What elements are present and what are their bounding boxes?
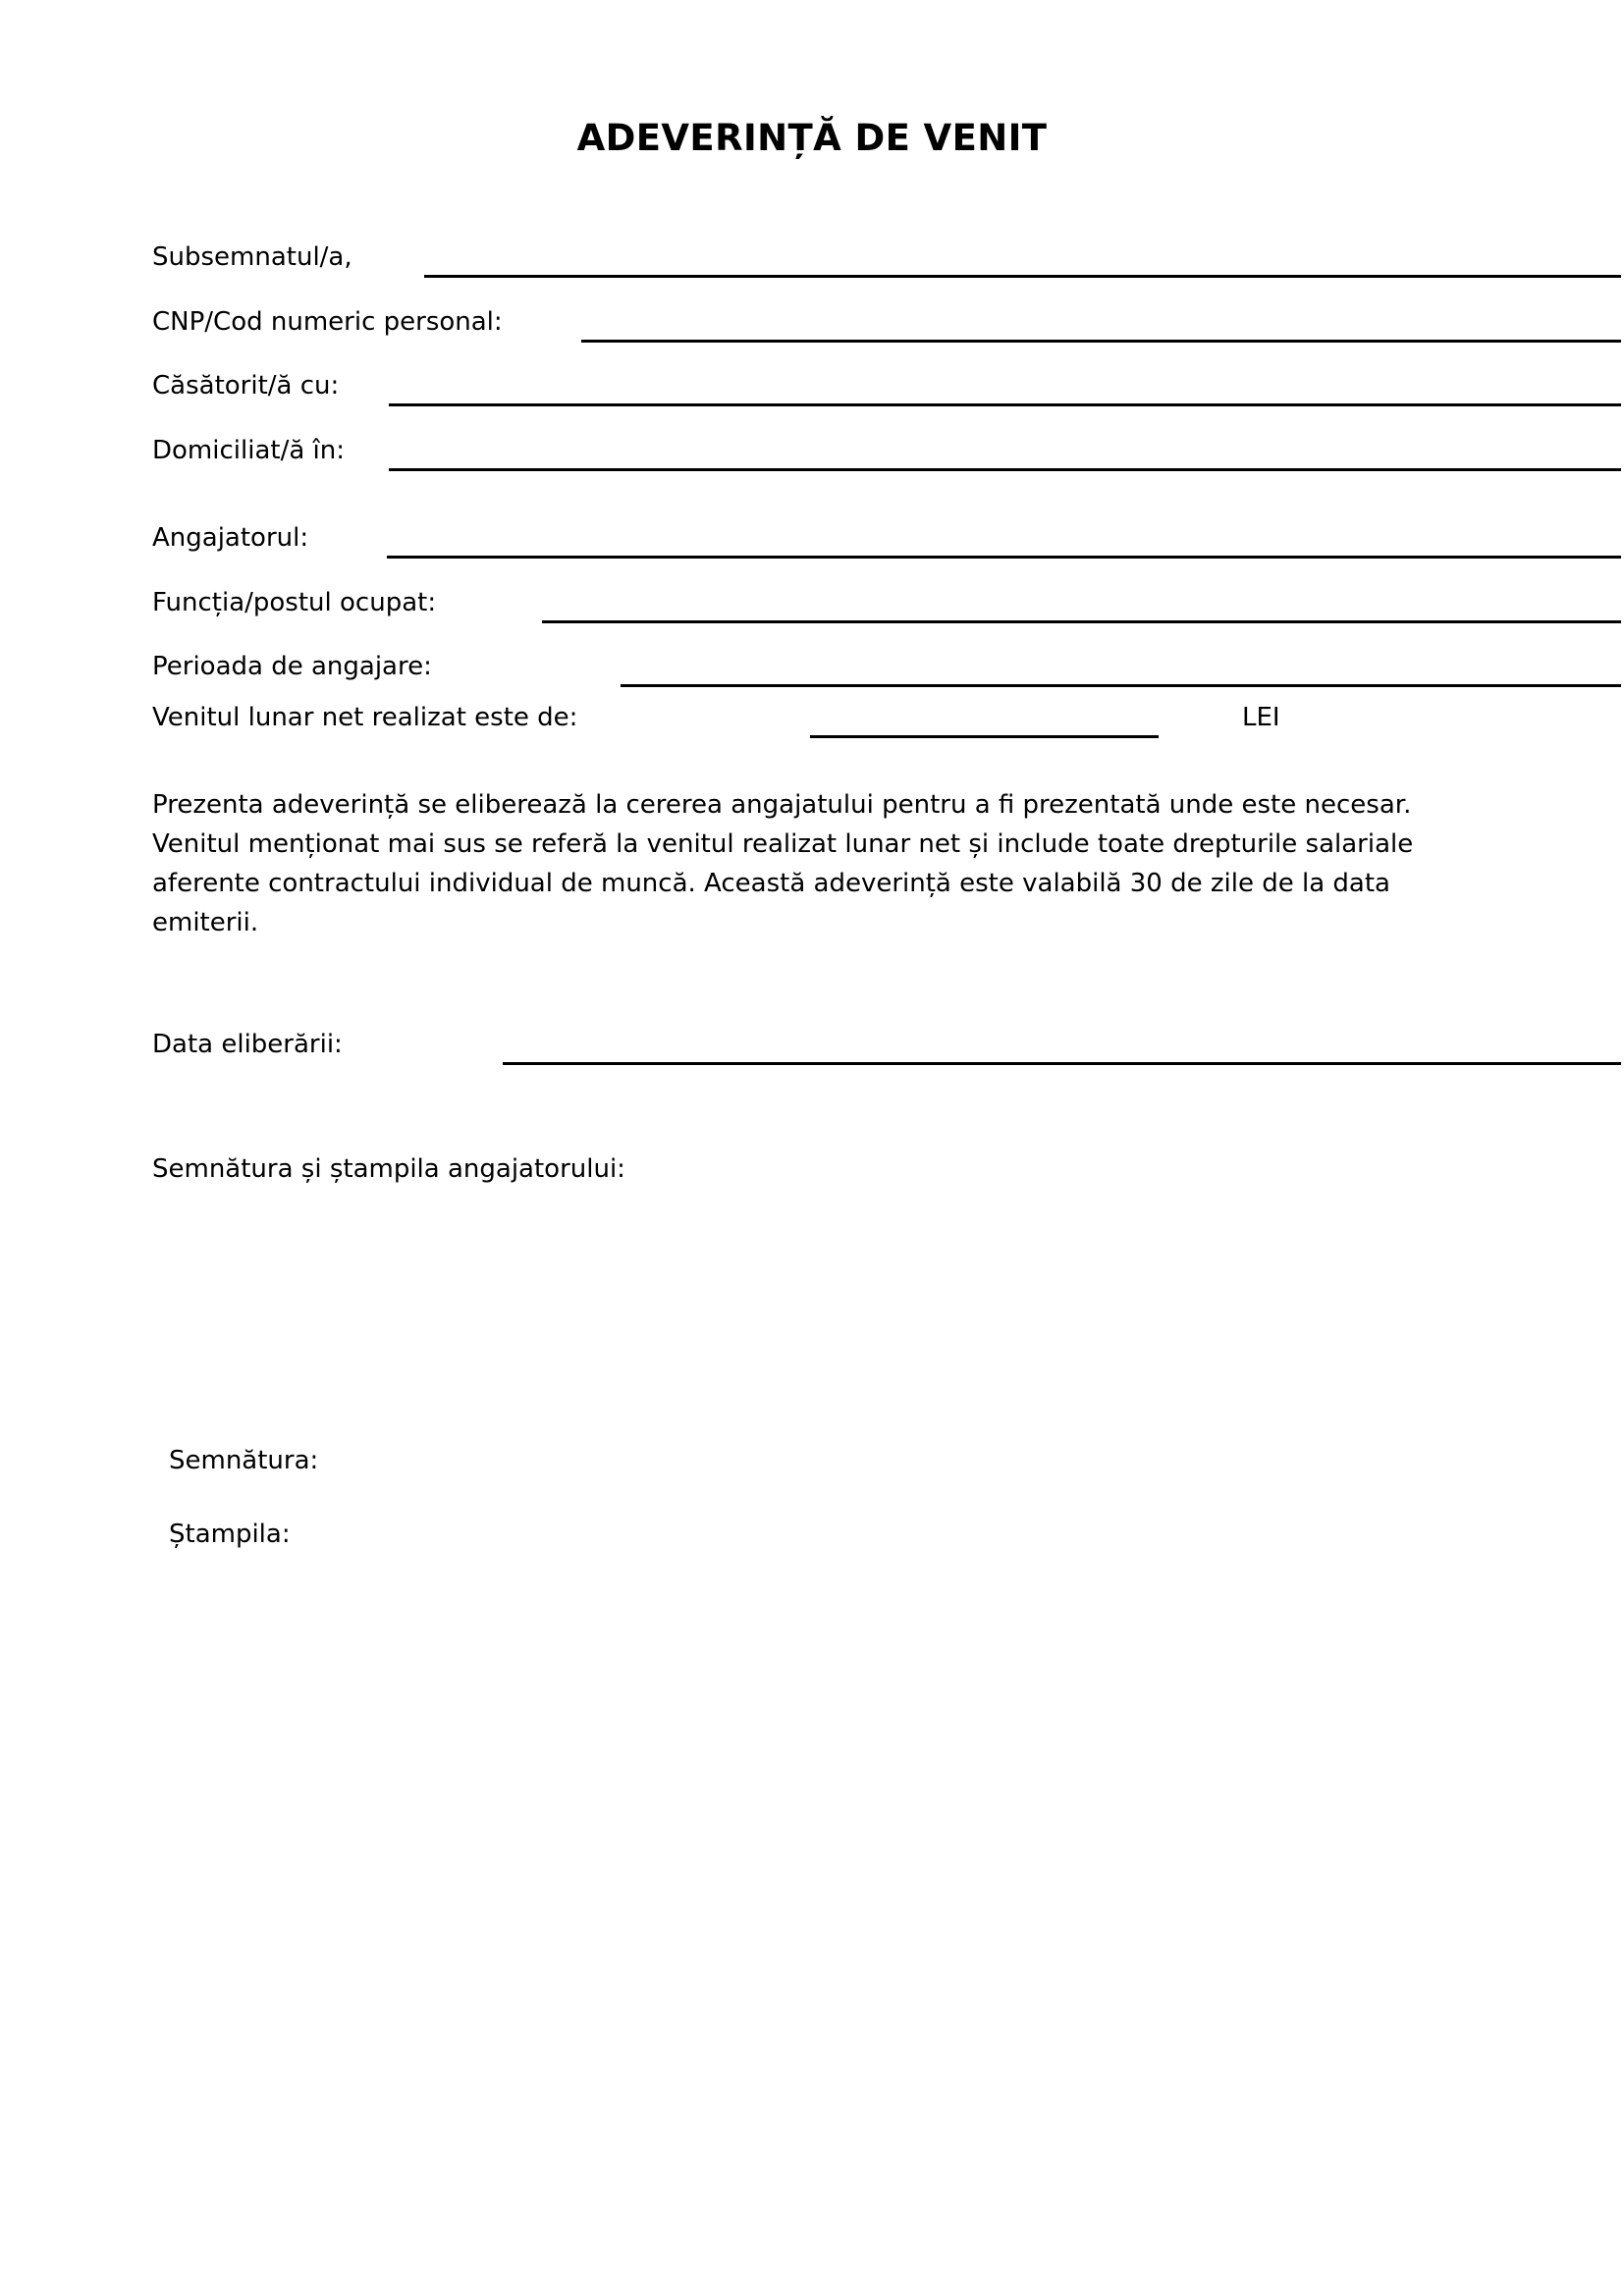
currency-label-lei: LEI xyxy=(1242,703,1280,732)
field-label-perioada: Perioada de angajare: xyxy=(152,652,432,681)
field-label-functia: Funcția/postul ocupat: xyxy=(152,588,437,617)
field-row-perioada xyxy=(152,649,1488,694)
field-label-casatorit: Căsătorit/ă cu: xyxy=(152,371,340,400)
field-row-cnp xyxy=(152,304,1488,349)
field-input-subsemnatul[interactable] xyxy=(424,275,1621,278)
field-row-angajatorul xyxy=(152,520,1488,565)
field-input-casatorit[interactable] xyxy=(389,403,1621,406)
page-title: ADEVERINȚĂ DE VENIT xyxy=(576,117,1048,159)
field-input-cnp[interactable] xyxy=(581,340,1621,343)
field-input-perioada[interactable] xyxy=(621,684,1621,687)
field-input-data-eliberarii[interactable] xyxy=(503,1062,1621,1065)
field-label-domiciliat: Domiciliat/ă în: xyxy=(152,436,345,465)
field-label-data-eliberarii: Data eliberării: xyxy=(152,1030,343,1059)
field-input-domiciliat[interactable] xyxy=(389,468,1621,471)
field-label-subsemnatul: Subsemnatul/a, xyxy=(152,242,352,272)
field-row-casatorit xyxy=(152,368,1488,413)
field-row-venit xyxy=(152,700,1488,745)
field-input-functia[interactable] xyxy=(542,620,1621,623)
signature-label[interactable]: Semnătura: xyxy=(169,1446,319,1475)
statement-paragraph: Prezenta adeverință se eliberează la cererea angajatului pentru a fi prezentată unde este necesar. Venitul menționat mai sus se referă la venitul realizat lunar net și include toate drepturile salariale aferente contractului individual de muncă. Această adeverință este valabilă 30 de zile de la data emiterii. xyxy=(152,790,1414,937)
field-input-venit[interactable] xyxy=(810,735,1159,738)
stamp-label[interactable]: Ștampila: xyxy=(169,1520,291,1549)
field-label-angajatorul: Angajatorul: xyxy=(152,523,309,553)
field-row-subsemnatul xyxy=(152,240,1488,285)
field-row-data-eliberarii xyxy=(152,1027,1488,1072)
field-row-functia xyxy=(152,585,1488,630)
field-input-angajatorul[interactable] xyxy=(387,556,1621,559)
signature-stamp-heading: Semnătura și ștampila angajatorului: xyxy=(152,1154,625,1184)
field-label-venit: Venitul lunar net realizat este de: xyxy=(152,703,578,732)
field-label-cnp: CNP/Cod numeric personal: xyxy=(152,307,503,337)
field-row-domiciliat xyxy=(152,433,1488,478)
